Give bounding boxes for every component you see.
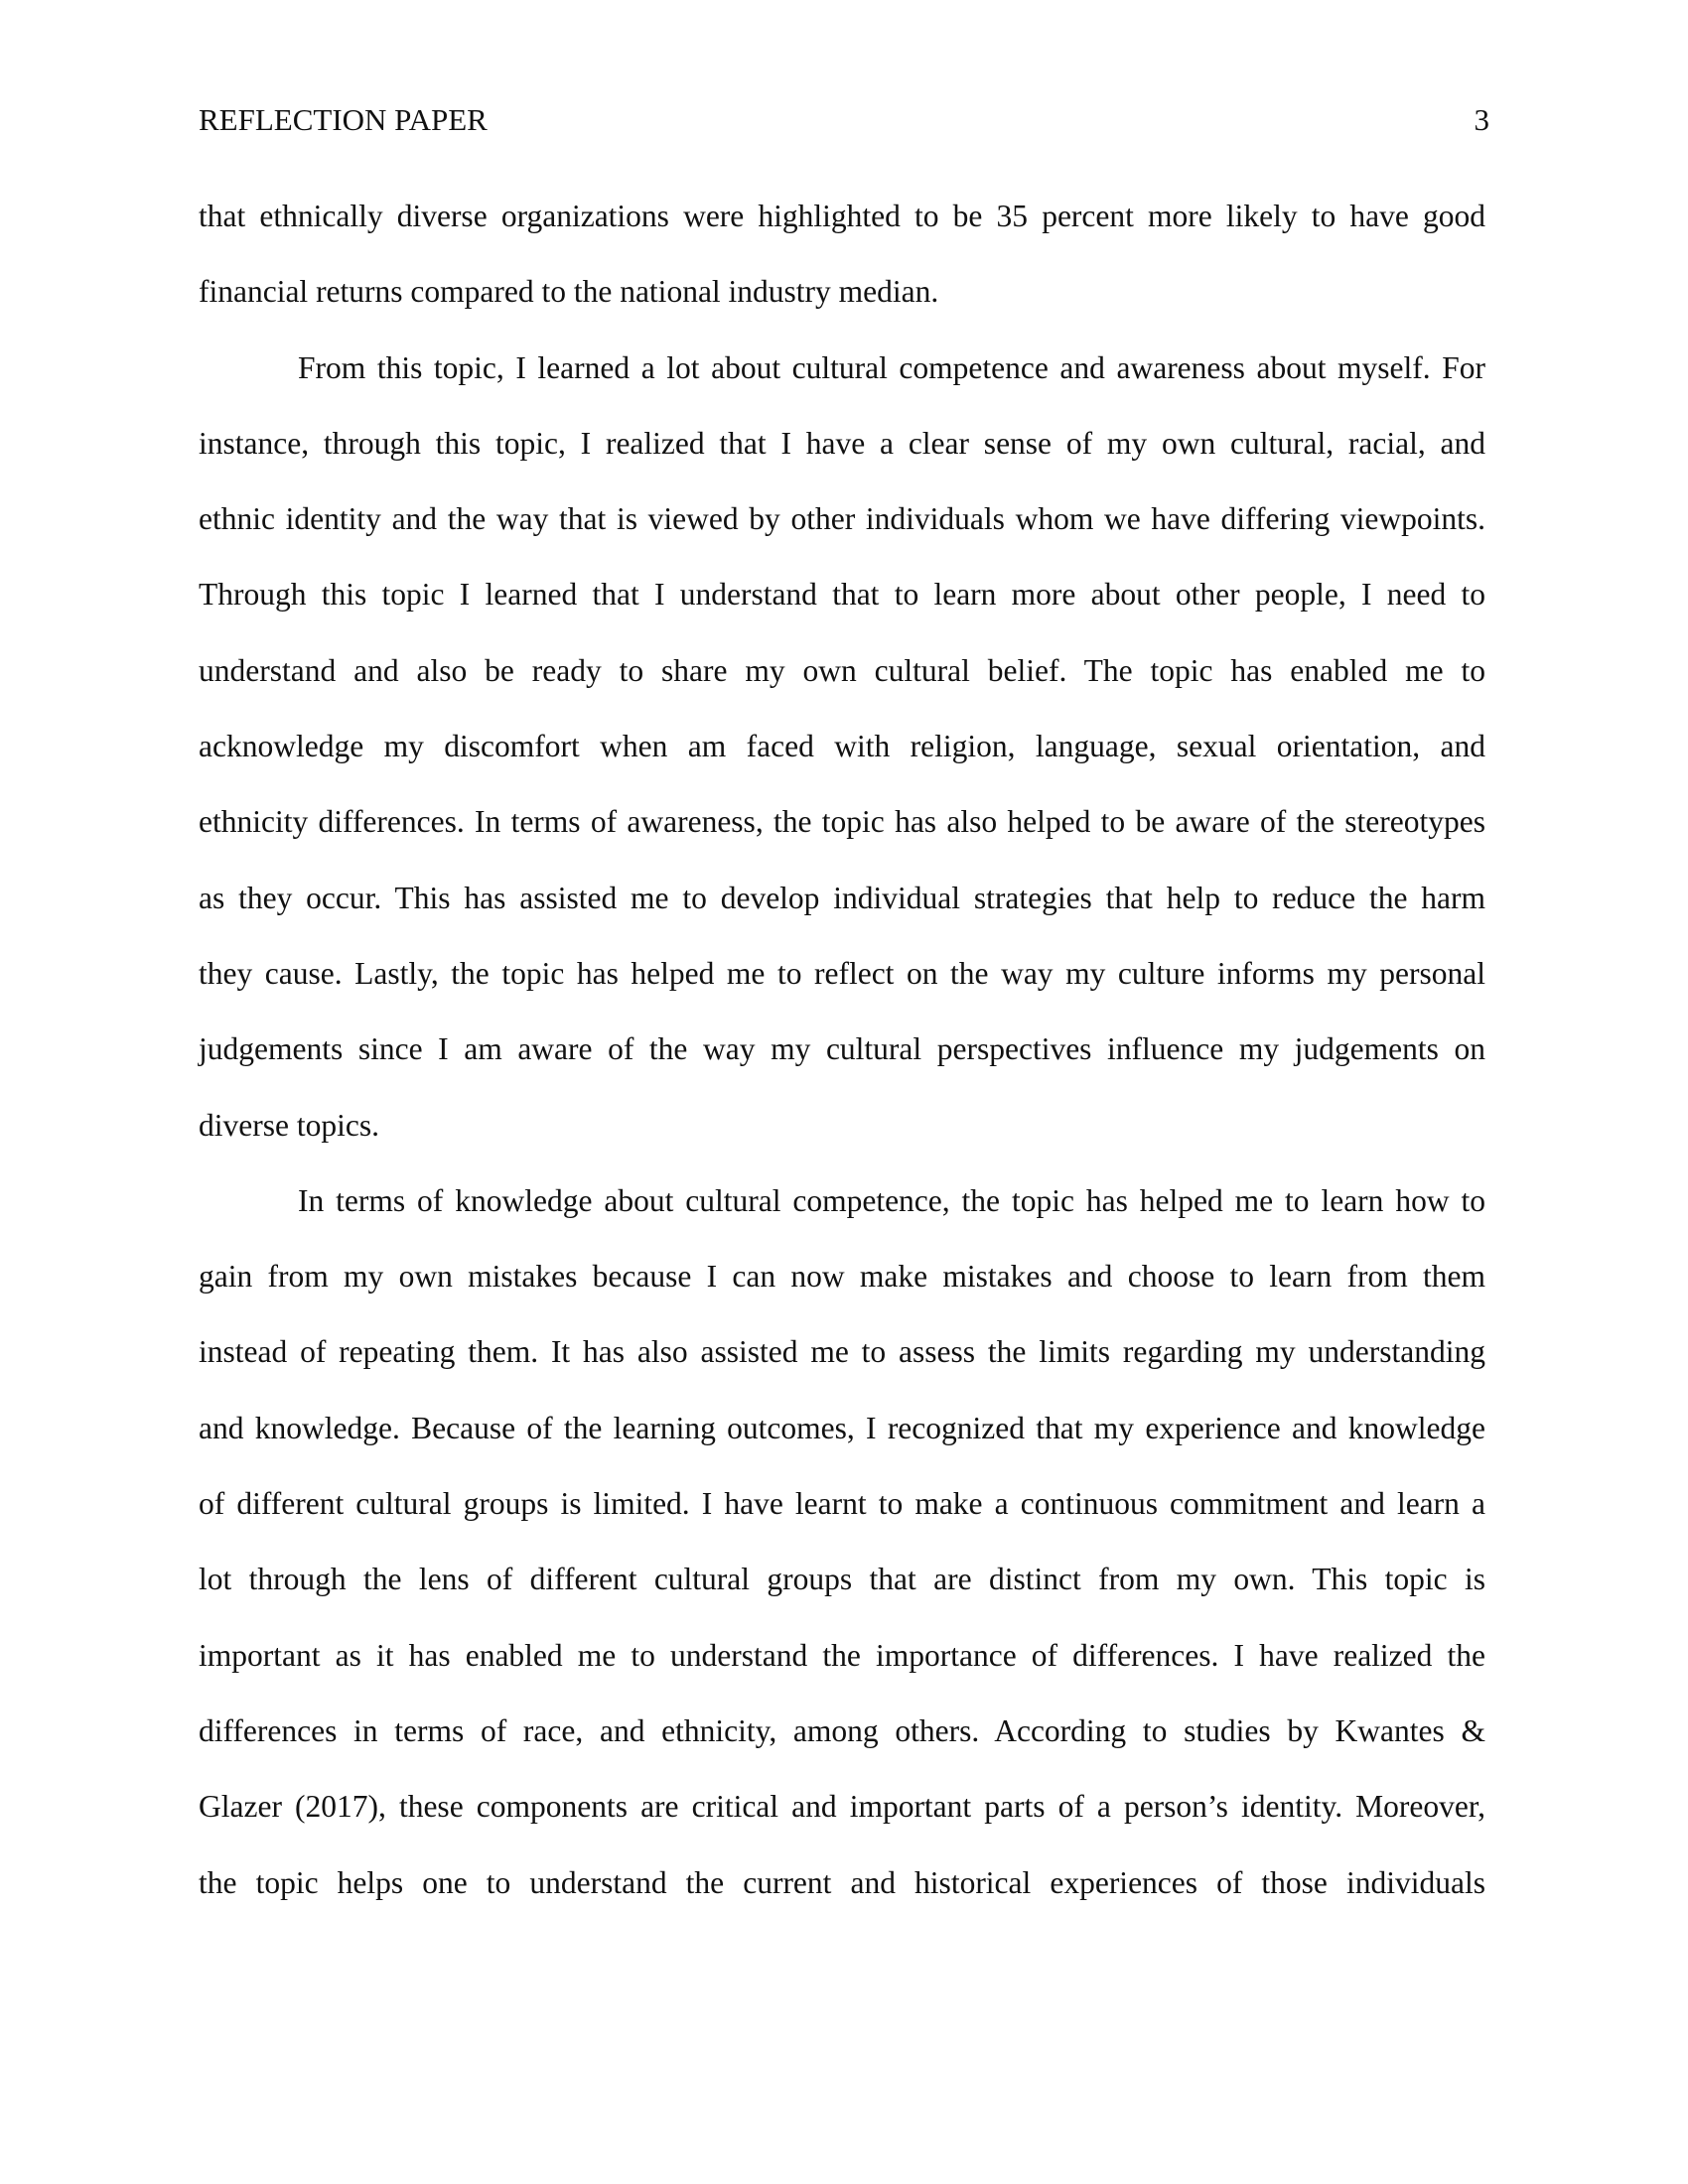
text-line: Glazer (2017), these components are critical and important parts of a person’s identity. Moreover, bbox=[199, 1789, 1485, 1825]
text-line: ethnicity differences. In terms of awareness, the topic has also helped to be aware of the stereotypes bbox=[199, 804, 1485, 840]
text-line: diverse topics. bbox=[199, 1107, 379, 1143]
text-line: the topic helps one to understand the current and historical experiences of those individuals bbox=[199, 1864, 1485, 1900]
text-line: ethnic identity and the way that is viewed by other individuals whom we have differing viewpoints. bbox=[199, 501, 1485, 537]
running-head bbox=[199, 99, 1489, 141]
text-line: that ethnically diverse organizations were highlighted to be 35 percent more likely to have good bbox=[199, 199, 1485, 233]
text-line: and knowledge. Because of the learning outcomes, I recognized that my experience and knowledge bbox=[199, 1410, 1485, 1445]
text-line: acknowledge my discomfort when am faced with religion, language, sexual orientation, and bbox=[199, 729, 1485, 764]
page-number: 3 bbox=[1474, 102, 1489, 137]
text-line: differences in terms of race, and ethnicity, among others. According to studies by Kwantes & bbox=[199, 1712, 1485, 1748]
text-line: In terms of knowledge about cultural competence, the topic has helped me to learn how to bbox=[298, 1182, 1485, 1218]
text-line: Through this topic I learned that I understand that to learn more about other people, I need to bbox=[199, 577, 1485, 613]
text-line: instance, through this topic, I realized that I have a clear sense of my own cultural, racial, and bbox=[199, 425, 1485, 461]
text-line: financial returns compared to the national industry median. bbox=[199, 274, 939, 310]
text-line: judgements since I am aware of the way my cultural perspectives influence my judgements on bbox=[199, 1031, 1485, 1067]
text-line: as they occur. This has assisted me to develop individual strategies that help to reduce the harm bbox=[199, 880, 1485, 915]
running-head-title: REFLECTION PAPER bbox=[199, 102, 488, 137]
text-line: they cause. Lastly, the topic has helped me to reflect on the way my culture informs my personal bbox=[199, 955, 1485, 991]
text-line: From this topic, I learned a lot about cultural competence and awareness about myself. For bbox=[298, 349, 1485, 385]
text-line: important as it has enabled me to understand the importance of differences. I have realized the bbox=[199, 1637, 1485, 1673]
text-line: instead of repeating them. It has also assisted me to assess the limits regarding my understanding bbox=[199, 1334, 1485, 1370]
text-line: of different cultural groups is limited. I have learnt to make a continuous commitment and learn a bbox=[199, 1486, 1485, 1522]
text-line: lot through the lens of different cultural groups that are distinct from my own. This topic is bbox=[199, 1562, 1485, 1597]
body-text bbox=[199, 196, 1485, 1938]
text-line: gain from my own mistakes because I can now make mistakes and choose to learn from them bbox=[199, 1259, 1485, 1295]
text-line: understand and also be ready to share my own cultural belief. The topic has enabled me to bbox=[199, 652, 1485, 688]
